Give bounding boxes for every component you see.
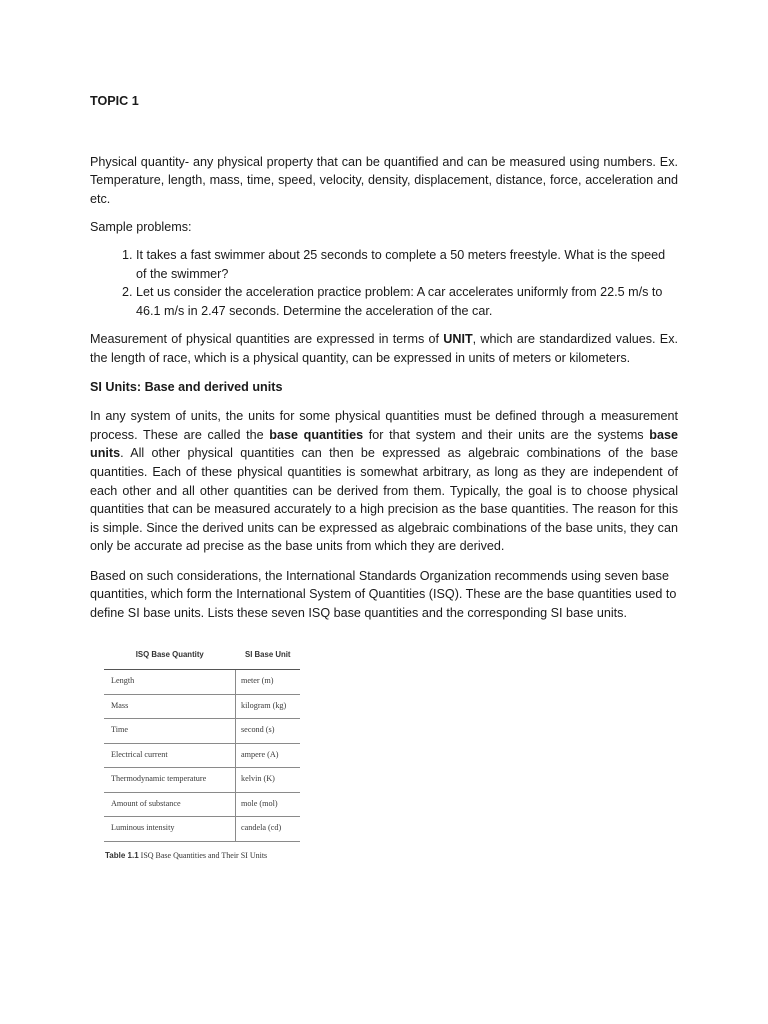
table-cell-quantity: Electrical current [104, 743, 236, 768]
problem-item: 2. Let us consider the acceleration practice problem: A car accelerates uniformly from 22.5 m/s to 46.1 m/s in 2.47 seconds. Determine the acceleration of the car. [136, 283, 678, 320]
unit-text: Measurement of physical quantities are expressed in terms of [90, 332, 444, 347]
unit-text: , which are standardized values. Ex. the length of race, which is a physical quantity, can be expressed in units of meters or kilometers. [90, 332, 678, 365]
unit-bold: UNIT [443, 332, 473, 347]
document-body [90, 92, 678, 623]
problem-list [90, 246, 678, 320]
table-header-quantity: ISQ Base Quantity [104, 641, 236, 670]
isq-table [104, 641, 300, 842]
table-cell-quantity: Time [104, 719, 236, 744]
isq-table-figure [95, 641, 310, 869]
table-cell-unit: kilogram (kg) [236, 694, 301, 719]
si-units-heading: SI Units: Base and derived units [90, 379, 283, 394]
base-text: In any system of units, the units for some physical quantities must be defined through a measurement process. These are called the [90, 409, 678, 442]
table-row [104, 719, 300, 744]
table-cell-quantity: Amount of substance [104, 792, 236, 817]
table-row [104, 670, 300, 695]
isq-paragraph: Based on such considerations, the International Standards Organization recommends using seven base quantities, which form the International System of Quantities (ISQ). These are the base quantities used to define SI base units. Lists these seven ISQ base quantities and the corresponding SI base units. [90, 568, 677, 621]
table-header-unit: SI Base Unit [236, 641, 301, 670]
table-cell-unit: kelvin (K) [236, 768, 301, 793]
table-caption-text: ISQ Base Quantities and Their SI Units [138, 850, 268, 860]
table-caption [105, 847, 310, 866]
unit-paragraph [90, 330, 678, 367]
base-text: for that system and their units are the systems [363, 427, 650, 442]
table-row [104, 792, 300, 817]
table-cell-unit: second (s) [236, 719, 301, 744]
table-cell-unit: candela (cd) [236, 817, 301, 842]
table-caption-number: Table 1.1 [105, 850, 139, 860]
definition-paragraph: Physical quantity- any physical property that can be quantified and can be measured using numbers. Ex. Temperature, length, mass, time, speed, velocity, density, displacement, distance, force, acceleration and etc. [90, 154, 678, 206]
table-row [104, 817, 300, 842]
table-cell-unit: meter (m) [236, 670, 301, 695]
table-cell-quantity: Length [104, 670, 236, 695]
table-row [104, 743, 300, 768]
table-cell-unit: mole (mol) [236, 792, 301, 817]
table-cell-quantity: Luminous intensity [104, 817, 236, 842]
table-row [104, 694, 300, 719]
page-title: TOPIC 1 [90, 94, 139, 108]
table-row [104, 768, 300, 793]
base-quantities-paragraph [90, 407, 678, 556]
base-quantities-bold: base quantities [269, 427, 364, 442]
table-cell-quantity: Mass [104, 694, 236, 719]
table-header-row [104, 641, 300, 670]
base-text: . All other physical quantities can then be expressed as algebraic combinations of the base quantities. Each of these physical quantities is somewhat arbitrary, as long as they are independent of each other and all other quantities can be derived from them. Typically, the goal is to choose physical quantities that can be measured accurately to a high precision as the base quantities. The reason for this is simple. Since the derived units can be expressed as algebraic combinations of the base units, they can only be accurate ad precise as the base units from which they are derived. [90, 446, 678, 554]
sample-problems-label: Sample problems: [90, 220, 192, 235]
problem-item: 1. It takes a fast swimmer about 25 seconds to complete a 50 meters freestyle. What is the speed of the swimmer? [136, 246, 678, 283]
base-units-bold: base units [90, 427, 678, 461]
table-cell-quantity: Thermodynamic temperature [104, 768, 236, 793]
table-cell-unit: ampere (A) [236, 743, 301, 768]
